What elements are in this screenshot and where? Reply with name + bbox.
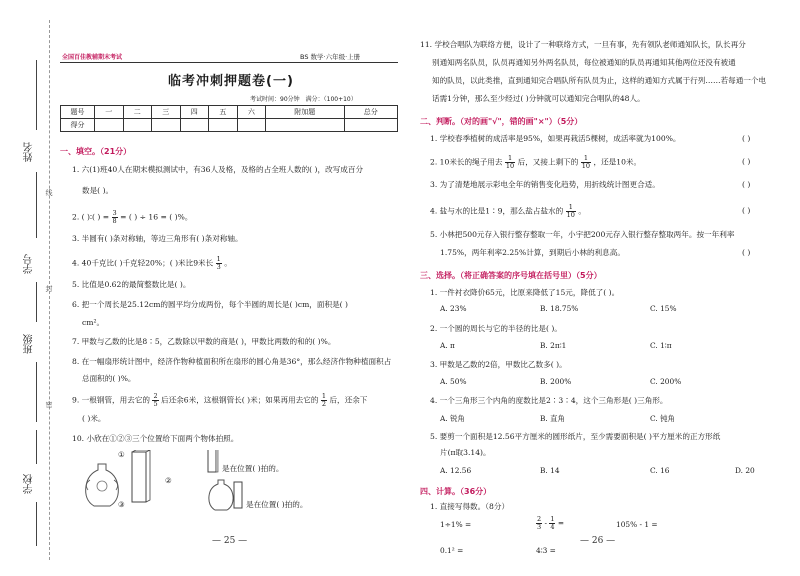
judge-3-answer[interactable]: ( ) [742, 180, 751, 189]
q9-num-1: 2 [153, 392, 158, 400]
score-header-cell: 一 [95, 106, 124, 119]
score-header-cell: 三 [152, 106, 181, 119]
choice-2-b[interactable]: B. 2π∶1 [540, 341, 567, 350]
score-header-cell: 五 [209, 106, 238, 119]
q10-caption-2: 是在位置( )拍的。 [246, 500, 308, 509]
choice-4-b[interactable]: B. 直角 [540, 414, 565, 423]
score-cell[interactable] [180, 119, 209, 132]
choice-4: 4. 一个三角形三个内角的度数比是2∶3∶4，这个三角形是( )三角形。 [430, 396, 668, 405]
judge-5-line2: 1.75%，两年利率2.25%计算，到期后小林的利息高。 [440, 248, 625, 257]
q9-fraction-1 [152, 393, 158, 408]
class-line [36, 362, 37, 422]
calc-2-frac-b-num: 1 [550, 515, 555, 523]
judge-4-tail: 。 [578, 206, 586, 216]
choice-1: 1. 一件衬衣降价65元，比原来降低了15元，降低了( )。 [430, 288, 620, 297]
q2-fraction [112, 210, 118, 225]
id-line [36, 282, 37, 322]
section-1-title: 一、填空。（21分） [60, 147, 132, 156]
view-vase-icon [209, 480, 242, 510]
section-4-title: 四、计算。（36分） [420, 487, 492, 496]
class-label: 班级 [24, 334, 35, 354]
judge-5-answer[interactable]: ( ) [742, 248, 751, 257]
q2-lead: 2. ( )∶( ) = [72, 212, 110, 222]
q9-num-2: 1 [321, 392, 327, 400]
choice-3-a[interactable]: A. 50% [440, 377, 467, 386]
series-tag: 全国百佳教辅期末考试 [62, 54, 123, 61]
choice-5-b[interactable]: B. 14 [540, 466, 560, 475]
score-row-label: 得分 [61, 119, 95, 132]
choice-5-line2: 片(π取3.14)。 [440, 448, 491, 457]
score-cell[interactable] [237, 119, 266, 132]
q8-line1: 8. 在一幅扇形统计图中，经济作物种植面积所在扇形的圆心角是36°，那么经济作物种植面积占 [72, 357, 392, 366]
score-header-cell: 题号 [61, 106, 95, 119]
choice-4-a[interactable]: A. 锐角 [440, 414, 465, 423]
name-line [36, 60, 37, 130]
judge-1-answer[interactable]: ( ) [742, 134, 751, 143]
q1-line2: 数是( )。 [82, 186, 114, 195]
judge-4-num: 1 [568, 203, 573, 211]
name-label: 姓名 [24, 142, 35, 162]
judge-4-fraction [566, 204, 576, 219]
q9-mid: 后还余6米，这根钢管长( )米；如果再用去它的 [161, 395, 319, 405]
q2-num: 3 [112, 209, 117, 217]
score-header-cell: 总分 [344, 106, 397, 119]
book-info: BS 数学·六年级·上册 [300, 53, 361, 61]
judge-2-den-1: 10 [505, 162, 515, 170]
calc-2-frac-b [549, 516, 555, 531]
view-box-icon [208, 450, 218, 472]
choice-2-c[interactable]: C. 1∶π [650, 341, 672, 350]
score-cell[interactable] [266, 119, 344, 132]
q4 [72, 256, 232, 271]
q9-tail: 后，还余下 [329, 395, 368, 405]
score-cell[interactable] [152, 119, 181, 132]
judge-4 [430, 204, 586, 219]
judge-2-den-2: 10 [581, 162, 591, 170]
q11-line4: 话需1分钟，那么至少经过( )分钟就可以通知完合唱队的48人。 [432, 94, 645, 103]
choice-3-c[interactable]: C. 200% [650, 377, 682, 386]
calc-subtitle: 1. 直接写得数。（8分） [430, 502, 510, 511]
score-header-cell: 附加题 [266, 106, 344, 119]
score-cell[interactable] [209, 119, 238, 132]
q2-tail: = ( ) ÷ 16 = ( )%。 [120, 212, 193, 222]
choice-5-a[interactable]: A. 12.56 [440, 466, 472, 475]
seal-secret-char: 密 [45, 401, 53, 409]
q4-num: 1 [216, 255, 221, 263]
page-title: 临考冲刺押题卷(一) [168, 74, 294, 89]
q4-fraction [216, 256, 222, 271]
school-label: 学校 [24, 474, 35, 494]
choice-1-c[interactable]: C. 15% [650, 304, 677, 313]
judge-3: 3. 为了清楚地展示彩电全年的销售变化趋势，用折线统计图更合适。 [430, 180, 660, 189]
score-cell[interactable] [344, 119, 397, 132]
id-label: 学号 [24, 254, 35, 274]
q4-den: 3 [216, 263, 221, 271]
position-1-mark: ① [118, 450, 125, 459]
box-icon [132, 450, 150, 502]
q6-line1: 6. 把一个周长是25.12cm的圆平均分成两份，每个半圆的周长是( )cm，面积是( ) [72, 300, 349, 309]
q4-lead: 4. 40千克比( )千克轻20%；( )米比9米长 [72, 258, 214, 268]
calc-item-3: 105% - 1 = [616, 520, 658, 529]
school-line-2 [36, 502, 37, 546]
q11-line1: 11. 学校合唱队为联络方便，设计了一种联络方式，一旦有事，先有领队老师通知队长，队长再分 [420, 40, 746, 49]
score-header-cell: 六 [237, 106, 266, 119]
seal-line-char: 线 [45, 189, 53, 197]
judge-2 [430, 155, 641, 170]
position-2-mark: ② [165, 476, 172, 485]
q10-figure [80, 450, 400, 530]
q3: 3. 半圆有( )条对称轴，等边三角形有( )条对称轴。 [72, 234, 243, 243]
page-number-left: — 25 — [212, 536, 248, 546]
judge-2-answer[interactable]: ( ) [742, 157, 751, 166]
q9-den-2: 2 [321, 400, 327, 408]
header-rule [60, 62, 398, 63]
judge-4-lead: 4. 盐与水的比是1∶9，那么盐占盐水的 [430, 206, 564, 216]
judge-2-num-1: 1 [507, 154, 513, 162]
vase-icon [86, 464, 119, 506]
choice-2: 2. 一个圆的周长与它的半径的比是( )。 [430, 324, 562, 333]
position-3-mark: ③ [118, 500, 125, 509]
choice-1-a[interactable]: A. 23% [440, 304, 467, 313]
calc-2-frac-b-den: 4 [550, 523, 555, 531]
q9-line2: ( )米。 [82, 414, 106, 423]
q11-line2: 别通知两名队员，队员再通知另外两名队员，每位被通知的队员再通知其他两位还没有被通 [432, 58, 736, 67]
q9-fraction-2 [321, 393, 327, 408]
judge-2-mid: 后，又接上剩下的 [517, 157, 579, 167]
choice-2-a[interactable]: A. π [440, 341, 455, 350]
page-number-right: — 26 — [580, 536, 616, 546]
judge-4-den: 10 [566, 211, 575, 219]
judge-2-fraction-2 [581, 155, 591, 170]
judge-2-fraction-1 [505, 155, 515, 170]
score-header-row [61, 106, 398, 119]
choice-1-b[interactable]: B. 18.75% [540, 304, 579, 313]
score-header-cell: 二 [123, 106, 152, 119]
judge-1: 1. 学校春季植树的成活率是95%，如果再栽活5棵树，成活率就为100%。 [430, 134, 681, 143]
q7: 7. 甲数与乙数的比是8∶5，乙数除以甲数的商是( )，甲数比两数的和的( )%。 [72, 337, 336, 346]
q8-line2: 总面积的( )%。 [82, 374, 136, 383]
q1-line1: 1. 六(1)班40人在期末模拟测试中，有36人及格，及格的占全班人数的( )，改写成百分 [72, 165, 364, 174]
choice-5-line1: 5. 要剪一个面积是12.56平方厘米的圆形纸片，至少需要面积是( )平方厘米的正方形纸 [430, 432, 721, 441]
name-line-2 [36, 172, 37, 238]
score-cell[interactable] [95, 119, 124, 132]
school-line [36, 430, 37, 464]
section-2-title: 二、判断。（对的画"√"，错的画"×"）（5分） [420, 117, 583, 126]
q2 [72, 210, 192, 225]
q4-tail: 。 [224, 258, 232, 268]
choice-3-b[interactable]: B. 200% [540, 377, 572, 386]
calc-2-frac-a-den: 3 [537, 523, 542, 531]
q9-line1 [72, 393, 367, 408]
q6-line2: cm²。 [82, 318, 105, 327]
calc-item-1: 1÷1% = [440, 520, 472, 529]
calc-2-frac-a-num: 2 [537, 515, 542, 523]
q9-den-1: 5 [153, 400, 158, 408]
score-table [60, 105, 398, 132]
calc-item-5: 0.1² = [440, 546, 464, 555]
q10-caption-1: 是在位置( )拍的。 [222, 464, 284, 473]
binding-strip [0, 0, 52, 576]
exam-meta: 考试时间：90分钟 满分：（100+10） [250, 96, 357, 103]
calc-2-frac-a [536, 516, 542, 531]
seal-seal-char: 封 [45, 285, 53, 293]
q11-line3: 知的队员，以此类推，直到通知完合唱队所有队员为止，这样的通知方式属于行列……若每通一个电 [432, 76, 767, 85]
score-cell[interactable] [123, 119, 152, 132]
judge-5-line1: 5. 小林把500元存入银行整存整取一年，小宇把200元存入银行整存整取两年。按一年利率 [430, 230, 735, 239]
choice-3: 3. 甲数是乙数的2倍，甲数比乙数多( )。 [430, 360, 567, 369]
calc-item-2: $\frac{2}{3} - \frac{1}{4}$ = [537, 515, 565, 531]
calc-item-6: 4∶3 = [536, 546, 556, 555]
q9-lead: 9. 一根钢管，用去它的 [72, 395, 151, 405]
score-row [61, 119, 398, 132]
judge-2-num-2: 1 [583, 154, 588, 162]
choice-4-c[interactable]: C. 钝角 [650, 414, 675, 423]
judge-2-tail: ，还是10米。 [593, 157, 642, 167]
q2-den: 8 [112, 217, 117, 225]
judge-2-lead: 2. 10米长的绳子用去 [430, 157, 503, 167]
judge-4-answer[interactable]: ( ) [742, 206, 751, 215]
section-3-title: 三、选择。（将正确答案的序号填在括号里）（5分） [420, 271, 602, 280]
q10: 10. 小欣在①②③三个位置给下面两个物体拍照。 [72, 434, 239, 443]
choice-5-c[interactable]: C. 16 [650, 466, 670, 475]
choice-5-d[interactable]: D. 20 [735, 466, 755, 475]
score-header-cell: 四 [180, 106, 209, 119]
q5: 5. 比值是0.62的最简整数比是( )。 [72, 280, 191, 289]
